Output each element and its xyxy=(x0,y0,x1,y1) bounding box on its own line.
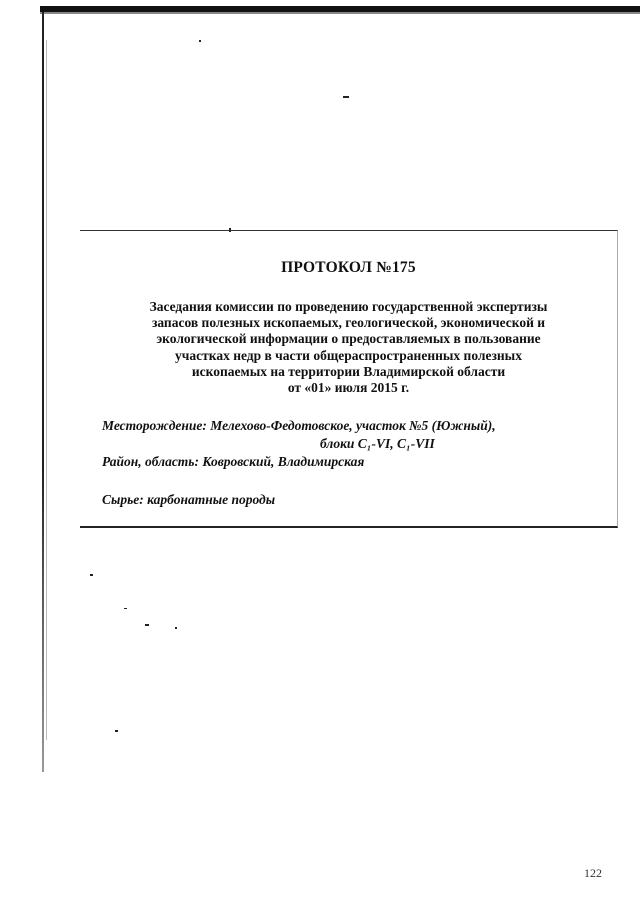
scan-speck xyxy=(145,624,149,626)
protocol-date: от «01» июля 2015 г. xyxy=(287,380,410,396)
scan-edge-left xyxy=(42,12,44,772)
subtitle-line: Заседания комиссии по проведению государственной экспертизы xyxy=(149,299,548,314)
subtitle-line: участках недр в части общераспространенных полезных xyxy=(175,347,522,363)
scan-speck xyxy=(199,40,201,42)
scan-speck xyxy=(343,96,349,98)
protocol-title: ПРОТОКОЛ №175 xyxy=(281,259,416,276)
protocol-subtitle xyxy=(100,299,597,396)
protocol-header-frame xyxy=(80,230,618,528)
blocks-field: блоки C₁-VI, C₁-VII xyxy=(320,436,435,451)
scan-speck xyxy=(175,627,177,629)
scan-edge-top-shadow xyxy=(40,12,640,14)
scan-speck xyxy=(90,574,93,576)
raw-material-field: Сырье: карбонатные породы xyxy=(102,492,276,507)
deposit-field: Месторождение: Мелехово-Федотовское, участок №5 (Южный), xyxy=(102,418,496,433)
protocol-fields xyxy=(102,417,496,509)
scan-edge-left-shadow xyxy=(46,40,47,740)
region-field: Район, область: Ковровский, Владимирская xyxy=(102,454,365,469)
scan-speck xyxy=(124,608,127,609)
subtitle-line: экологической информации о предоставляемых в пользование xyxy=(156,331,541,347)
subtitle-line: запасов полезных ископаемых, геологической, экономической и xyxy=(151,315,546,331)
page-number: 122 xyxy=(584,866,602,880)
subtitle-line: ископаемых на территории Владимирской области xyxy=(191,363,506,379)
scan-speck xyxy=(115,730,118,732)
